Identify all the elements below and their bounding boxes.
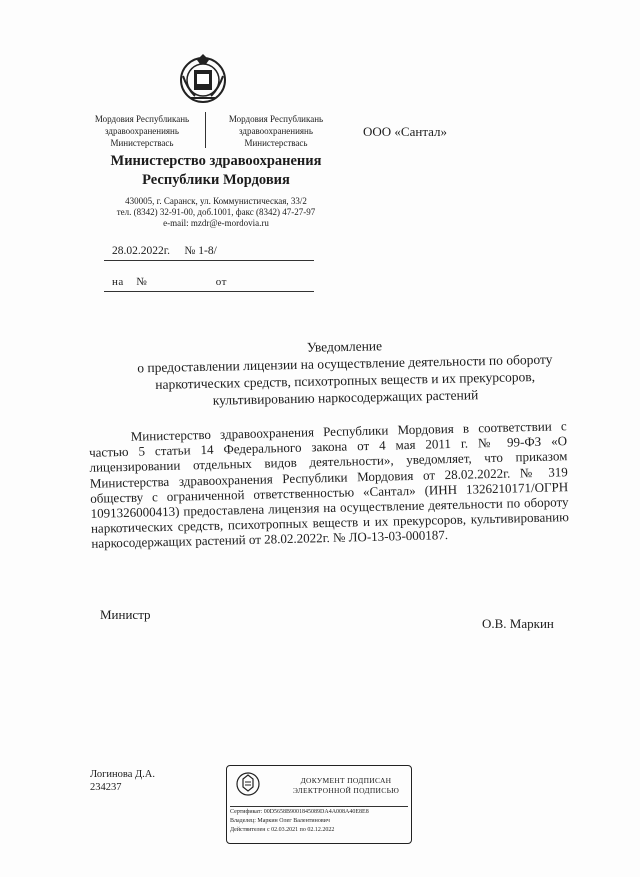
ministry-title-line: Республики Мордовия: [142, 172, 290, 188]
address-line: тел. (8342) 32-91-00, доб.1001, факс (8342) 47-27-97: [116, 207, 316, 217]
ministry-title-line: Министерство здравоохранения: [110, 153, 322, 169]
ministry-name-moksha-left: [84, 113, 200, 149]
notice-body: [89, 418, 570, 551]
registration-number: № 1-8/: [184, 245, 217, 257]
registration-line: [112, 245, 217, 257]
reply-na-label: на: [112, 276, 124, 288]
signatory-title: Министр: [100, 607, 151, 622]
ministry-title: [80, 152, 352, 190]
signatory-name: О.В. Маркин: [482, 616, 554, 631]
body-paragraph: Министерство здравоохранения Республики Мордовия в соответствии с частью 5 статьи 14 Федерального закона от 4 мая 2011 г. № 99-ФЗ «О лицензировании отдельных видов деятельности», уведомляет, что приказом Министерства здравоохранения Республики Мордовия от 28.02.2022г. № 319 обществу с ограниченной ответственностью «Сантал» (ИНН 1326210171/ОГРН 1091326000413) предоставлена лицензия на осуществление деятельности по обороту наркотических средств, психотропных веществ и их прекурсоров, культивированию наркосодержащих растений от 28.02.2022г. № ЛО-13-03-000187.: [88, 418, 570, 552]
stamp-separator: [230, 806, 408, 807]
ministry-address: [86, 196, 346, 229]
e-signature-stamp: [226, 765, 412, 844]
reply-from-label: от: [215, 276, 227, 288]
header-divider: [205, 112, 206, 148]
stamp-heading-line: ДОКУМЕНТ ПОДПИСАН: [300, 776, 392, 785]
lang-right-line: здравоохранениянь: [239, 126, 313, 136]
stamp-certificate: Сертификат: 00D5658B9001845089DA4A008A40E8E8: [230, 809, 369, 815]
addressee: ООО «Сантал»: [363, 124, 448, 139]
ministry-name-erzya-right: [214, 113, 338, 149]
registration-underline: [104, 260, 314, 261]
executor-info: [90, 768, 155, 794]
executor-phone: 234237: [90, 782, 122, 793]
lang-left-line: Мордовия Республикань: [94, 114, 190, 124]
coat-of-arms-icon: [177, 52, 229, 106]
stamp-owner: Владелец: Маркин Олег Валентинович: [230, 818, 330, 824]
reply-number-label: №: [136, 276, 148, 288]
lang-left-line: Министерствась: [110, 138, 174, 148]
stamp-heading: [281, 776, 411, 796]
address-line: 430005, г. Саранск, ул. Коммунистическая, 33/2: [125, 196, 307, 206]
reply-underline: [104, 291, 314, 292]
executor-name: Логинова Д.А.: [90, 769, 156, 780]
lang-right-line: Министерствась: [244, 138, 308, 148]
lang-left-line: здравоохранениянь: [105, 126, 179, 136]
address-email: e-mail: mzdr@e-mordovia.ru: [163, 218, 269, 228]
notice-title: [109, 333, 580, 411]
registration-date: 28.02.2022г.: [112, 245, 171, 257]
stamp-details: [230, 808, 412, 835]
notice-subject-line: о предоставлении лицензии на осуществление деятельности по обороту: [137, 351, 553, 376]
reply-reference-line: [112, 276, 227, 288]
notice-subject-line: культивированию наркосодержащих растений: [212, 387, 479, 408]
stamp-validity: Действителен с 02.03.2021 по 02.12.2022: [230, 827, 335, 833]
notice-heading: Уведомление: [306, 338, 383, 355]
stamp-emblem-icon: [235, 771, 261, 797]
notice-subject-line: наркотических средств, психотропных веществ и их прекурсоров,: [155, 369, 536, 392]
stamp-heading-line: ЭЛЕКТРОННОЙ ПОДПИСЬЮ: [292, 786, 400, 795]
lang-right-line: Мордовия Республикань: [228, 114, 324, 124]
